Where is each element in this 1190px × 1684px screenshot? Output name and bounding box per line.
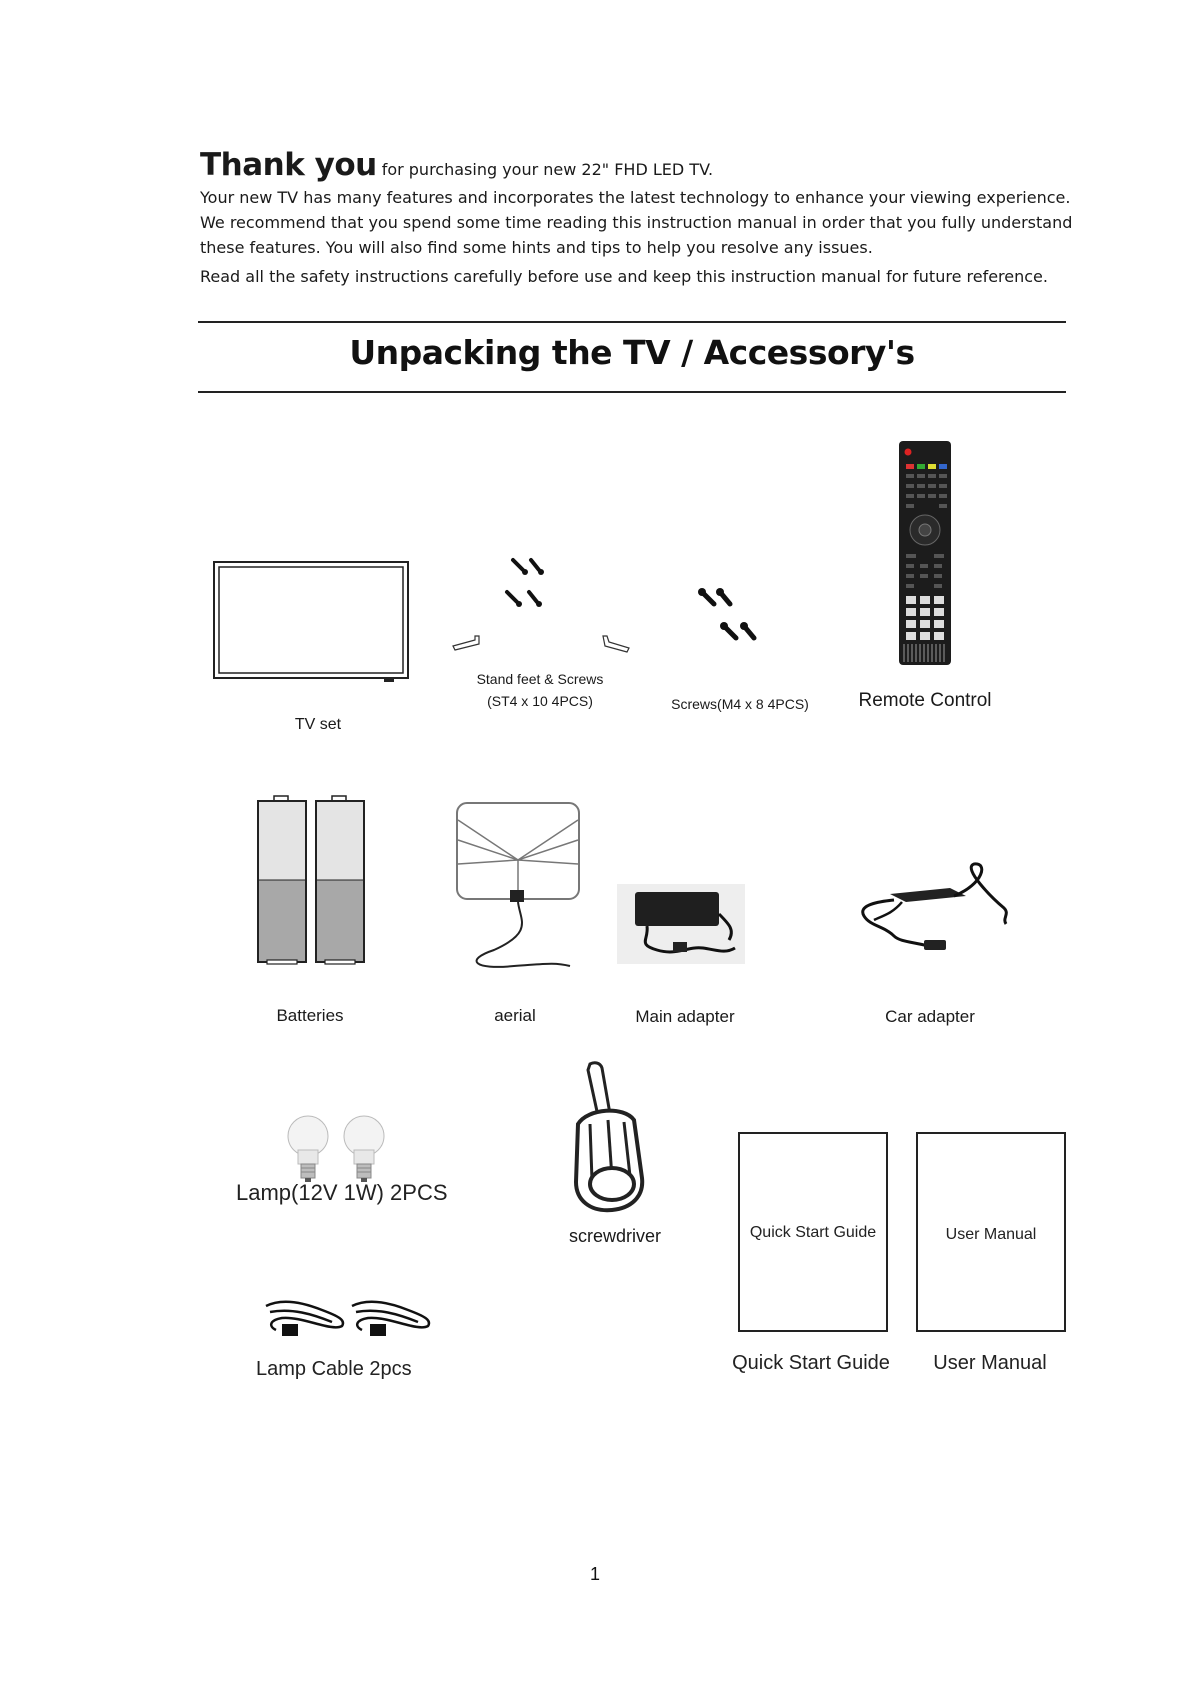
quick-start-guide-label: Quick Start Guide (732, 1352, 890, 1374)
safety-note: Read all the safety instructions carefully before use and keep this instruction manual for future reference. (200, 267, 1048, 286)
bottom-rule (198, 391, 1066, 393)
section-title: Unpacking the TV / Accessory's (349, 333, 915, 372)
aerial-label: aerial (494, 1006, 536, 1025)
tv-set-icon (212, 560, 412, 686)
thank-you-text: for purchasing your new 22" FHD LED TV. (381, 160, 714, 179)
remote-control-label: Remote Control (858, 690, 992, 711)
screws-label: Screws(M4 x 8 4PCS) (671, 696, 809, 712)
batteries-icon (255, 794, 373, 966)
car-adapter-icon (854, 858, 1014, 954)
quick-start-guide-cover-title: Quick Start Guide (749, 1224, 877, 1241)
car-adapter-label: Car adapter (885, 1007, 975, 1026)
main-adapter-label: Main adapter (635, 1007, 735, 1026)
screwdriver-label: screwdriver (568, 1226, 661, 1246)
main-adapter-icon (617, 884, 745, 964)
quick-start-guide-booklet (738, 1132, 888, 1332)
lamp-label: Lamp(12V 1W) 2PCS (236, 1180, 448, 1205)
lamp-cable-icon (262, 1296, 438, 1346)
stand-feet-label-line1: Stand feet & Screws (476, 671, 604, 687)
thank-you-heading: Thank you (200, 147, 377, 183)
remote-control-icon (898, 440, 952, 666)
aerial-icon (454, 800, 586, 972)
lamp-bulbs-icon (284, 1114, 388, 1186)
thank-you-line (200, 147, 1080, 185)
page-number: 1 (589, 1564, 600, 1584)
batteries-label: Batteries (276, 1006, 344, 1025)
user-manual-booklet (916, 1132, 1066, 1332)
tv-set-label: TV set (294, 716, 342, 733)
screwdriver-icon (568, 1060, 652, 1214)
stand-feet-screws-icon (445, 548, 645, 658)
lamp-cable-label: Lamp Cable 2pcs (256, 1358, 412, 1380)
screws-icon (690, 586, 780, 656)
stand-feet-label-line2: (ST4 x 10 4PCS) (487, 693, 593, 709)
top-rule (198, 321, 1066, 323)
user-manual-label: User Manual (933, 1352, 1047, 1374)
intro-paragraph: Your new TV has many features and incorporates the latest technology to enhance your viewing experience. We recommend that you spend some time reading this instruction manual in order that you fully understand these features. You will also find some hints and tips to help you resolve any issues. (200, 188, 1073, 257)
user-manual-cover-title: User Manual (945, 1226, 1037, 1243)
intro-section (200, 147, 1080, 289)
